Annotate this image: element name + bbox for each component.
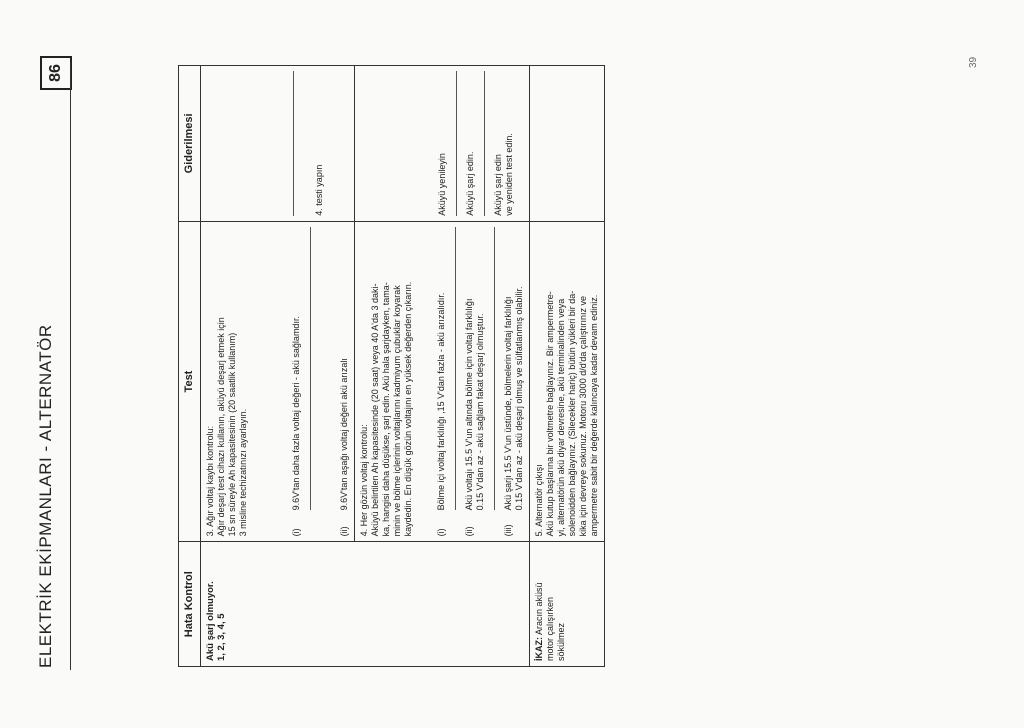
test-sub-item	[331, 227, 350, 537]
fault-cell	[530, 542, 605, 667]
fix-divider	[293, 71, 294, 216]
warning-label: İKAZ:	[534, 637, 544, 661]
test-title: 3. Ağır voltaj kaybı kontrolu: Ağır deşarj test cihazı kullanın, aküyü deşarj etmek için 15 sn süreyle Ah kapasitesinin (20 saatlik kullanım) 3 misline techizatınızı ayarlayın.	[205, 317, 248, 537]
header-rule	[70, 62, 71, 670]
sub-text: 9.6V'tan daha fazla voltaj değeri - akü sağlamdır.	[291, 316, 301, 511]
sub-number: (ii)	[339, 526, 349, 537]
fix-cell	[201, 66, 355, 222]
table-header-row	[179, 66, 201, 667]
fix-text: Aküyü şarj edin ve yeniden test edin.	[493, 133, 514, 216]
fix-text: Aküyü şarj edin.	[465, 151, 475, 216]
warning-text: Aracın aküsü motor çalışırken sökülmez	[534, 582, 566, 661]
table-row	[201, 66, 355, 667]
sub-text: 9.6V'tan aşağı voltaj değeri akü arızalı	[339, 358, 349, 511]
fix-cell	[355, 66, 530, 222]
sub-text: Bölme içi voltaj farklılığı ,15 V'dan fazla - akü arızalıdır.	[436, 292, 446, 511]
test-cell	[355, 221, 530, 542]
fault-table	[178, 65, 605, 667]
fix-text	[277, 71, 285, 216]
test-sub-item	[456, 227, 486, 537]
test-cell	[201, 221, 355, 542]
test-title: 4. Her gözün voltaj kontrolu: Aküyü belirtilen Ah kapasitesinde (20 saat) veya 40 A'da 3 daki- ka, hangisi daha düşükse, şarj edin. Akü hala şarjdayken, tama- minin ve bölme içlerinin voltajlarını kadmiyum çubuklar koyarak kaydedin. En düşük gözün voltajını en yüksek değerden çıkarın.	[359, 281, 413, 537]
test-sub-item	[283, 227, 302, 537]
sub-text: Akü voltajı 15.5 V'un altında bölme için voltaj farklılığı 0.15 V'dan az - akü sağlam fakat deşarj olmuştur.	[464, 298, 485, 511]
fault-refs: 1, 2, 3, 4, 5	[216, 613, 227, 661]
page-title: ELEKTRİK EKİPMANLARI - ALTERNATÖR	[36, 324, 55, 668]
test-sub-item	[495, 227, 525, 537]
test-title: 5. Alternatör çıkışı Akü kutup başlarına bir voltmetre bağlayınız. Bir ampermetre- yi, alternatörün akü diyar devresine, akü terminalinden veya solenoidden bağlayınız. (Silecekler hariç) bütün yükleri bir da- kika için devreye sokunuz. Motoru 3000 d/d'da çalıştırınız ve ampermetre sabit bir değerde kalıncaya kadar devam ediniz.	[534, 290, 599, 537]
sub-number: (i)	[436, 528, 446, 537]
test-cell	[530, 221, 605, 542]
fault-title: Akü şarj olmuyor.	[205, 581, 216, 661]
fix-cell	[530, 66, 605, 222]
sub-divider	[310, 227, 311, 511]
page-number-box: 86	[40, 56, 72, 90]
sub-number: (i)	[291, 528, 301, 537]
fault-cell	[201, 542, 530, 667]
sub-number: (iii)	[503, 524, 513, 537]
fix-text: Aküyü yenileyin	[437, 153, 447, 216]
col-header-test: Test	[179, 221, 201, 542]
col-header-fix: Giderilmesi	[179, 66, 201, 222]
test-sub-item	[428, 227, 447, 537]
corner-page-number: 39	[968, 56, 979, 68]
sub-number: (ii)	[464, 526, 474, 537]
sub-text: Akü şarjı 15.5 V'un üstünde, bölmelerin voltaj farklılığı 0.15 V'dan az - akü deşarj olmuş ve sülfatlanmış olabilir.	[503, 286, 524, 511]
col-header-fault: Hata Kontrol	[179, 542, 201, 667]
fix-text: 4. testi yapın	[314, 164, 324, 216]
table-row	[530, 66, 605, 667]
